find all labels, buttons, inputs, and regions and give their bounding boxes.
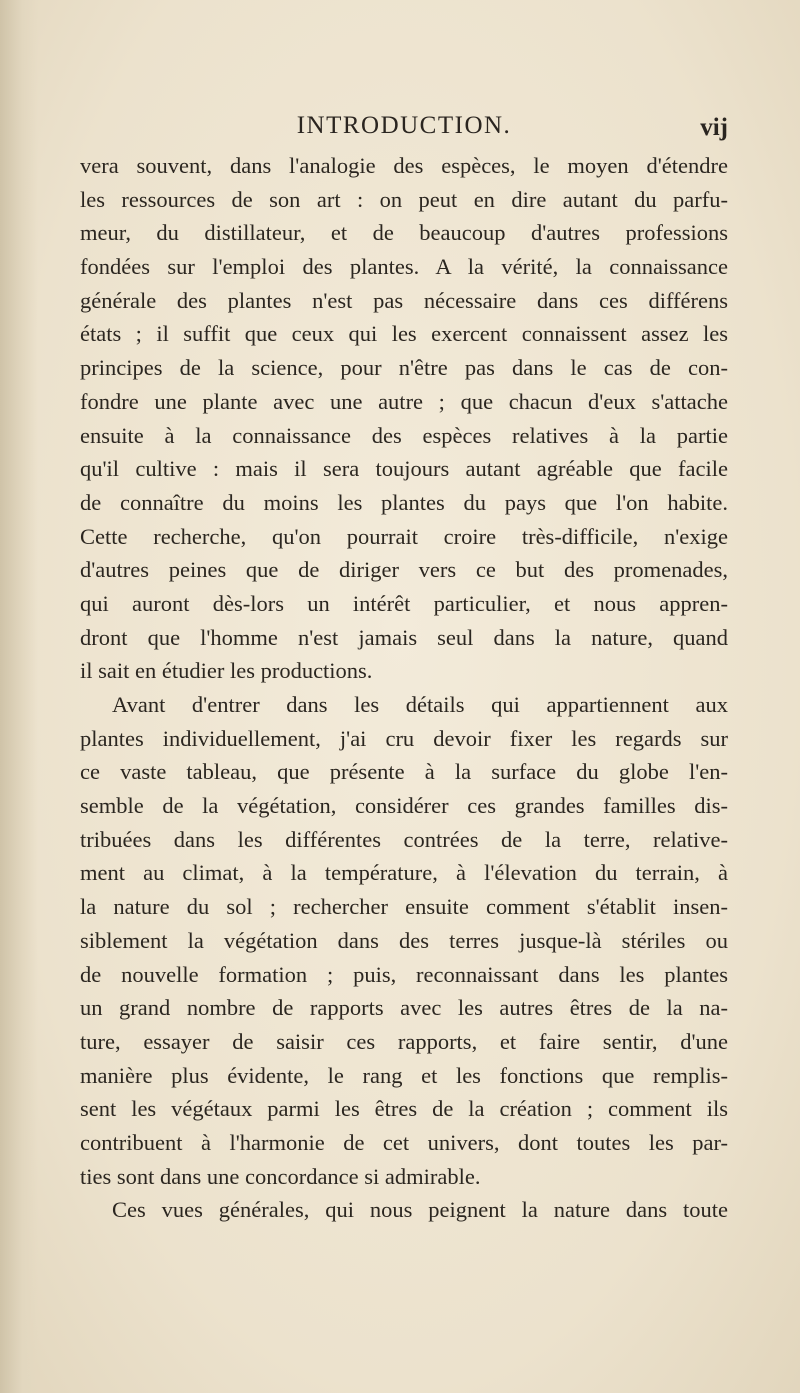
text-line: générale des plantes n'est pas nécessaire dans ces différens	[80, 287, 728, 313]
page-header	[80, 112, 728, 148]
text-line: ture, essayer de saisir ces rapports, et faire sentir, d'une	[80, 1028, 728, 1054]
text-line: manière plus évidente, le rang et les fonctions que remplis-	[80, 1062, 728, 1088]
text-line: un grand nombre de rapports avec les autres êtres de la na-	[80, 995, 728, 1021]
text-line: de connaître du moins les plantes du pays que l'on habite.	[80, 489, 728, 515]
text-line: meur, du distillateur, et de beaucoup d'autres professions	[80, 220, 728, 246]
text-line: principes de la science, pour n'être pas dans le cas de con-	[80, 355, 728, 381]
text-line: siblement la végétation dans des terres jusque-là stériles ou	[80, 927, 728, 953]
text-line: Avant d'entrer dans les détails qui appartiennent aux	[112, 692, 728, 717]
text-line: Ces vues générales, qui nous peignent la nature dans toute	[112, 1197, 728, 1223]
text-line: ce vaste tableau, que présente à la surface du globe l'en-	[80, 759, 728, 785]
text-line: contribuent à l'harmonie de cet univers, dont toutes les par-	[80, 1129, 728, 1155]
body-text	[80, 149, 728, 1227]
text-line: qui auront dès-lors un intérêt particulier, et nous appren-	[80, 590, 728, 616]
text-line: états ; il suffit que ceux qui les exercent connaissent assez les	[80, 321, 728, 347]
text-line: sent les végétaux parmi les êtres de la création ; comment ils	[80, 1096, 728, 1122]
text-line: il sait en étudier les productions.	[80, 658, 373, 684]
text-line: ties sont dans une concordance si admirable.	[80, 1163, 481, 1189]
text-line: ment au climat, à la température, à l'élevation du terrain, à	[80, 860, 728, 886]
running-title: INTRODUCTION.	[296, 112, 512, 139]
text-line: semble de la végétation, considérer ces grandes familles dis-	[80, 793, 728, 819]
text-line: fondre une plante avec une autre ; que chacun d'eux s'attache	[80, 388, 728, 414]
text-line: d'autres peines que de diriger vers ce but des promenades,	[80, 557, 728, 583]
text-line: fondées sur l'emploi des plantes. A la vérité, la connaissance	[80, 254, 728, 280]
text-line: qu'il cultive : mais il sera toujours autant agréable que facile	[80, 456, 728, 482]
text-line: les ressources de son art : on peut en dire autant du parfu-	[80, 186, 728, 212]
text-line: la nature du sol ; rechercher ensuite comment s'établit insen-	[80, 894, 728, 920]
page-spine-shadow	[0, 0, 38, 1393]
text-line: ensuite à la connaissance des espèces relatives à la partie	[80, 422, 728, 448]
text-line: vera souvent, dans l'analogie des espèces, le moyen d'étendre	[80, 153, 728, 178]
text-line: plantes individuellement, j'ai cru devoir fixer les regards sur	[80, 725, 728, 751]
text-line: dront que l'homme n'est jamais seul dans la nature, quand	[80, 624, 728, 650]
text-line: Cette recherche, qu'on pourrait croire très-difficile, n'exige	[80, 523, 728, 549]
page-number: vij	[700, 114, 728, 141]
text-line: tribuées dans les différentes contrées de la terre, relative-	[80, 826, 728, 852]
text-line: de nouvelle formation ; puis, reconnaissant dans les plantes	[80, 961, 728, 987]
